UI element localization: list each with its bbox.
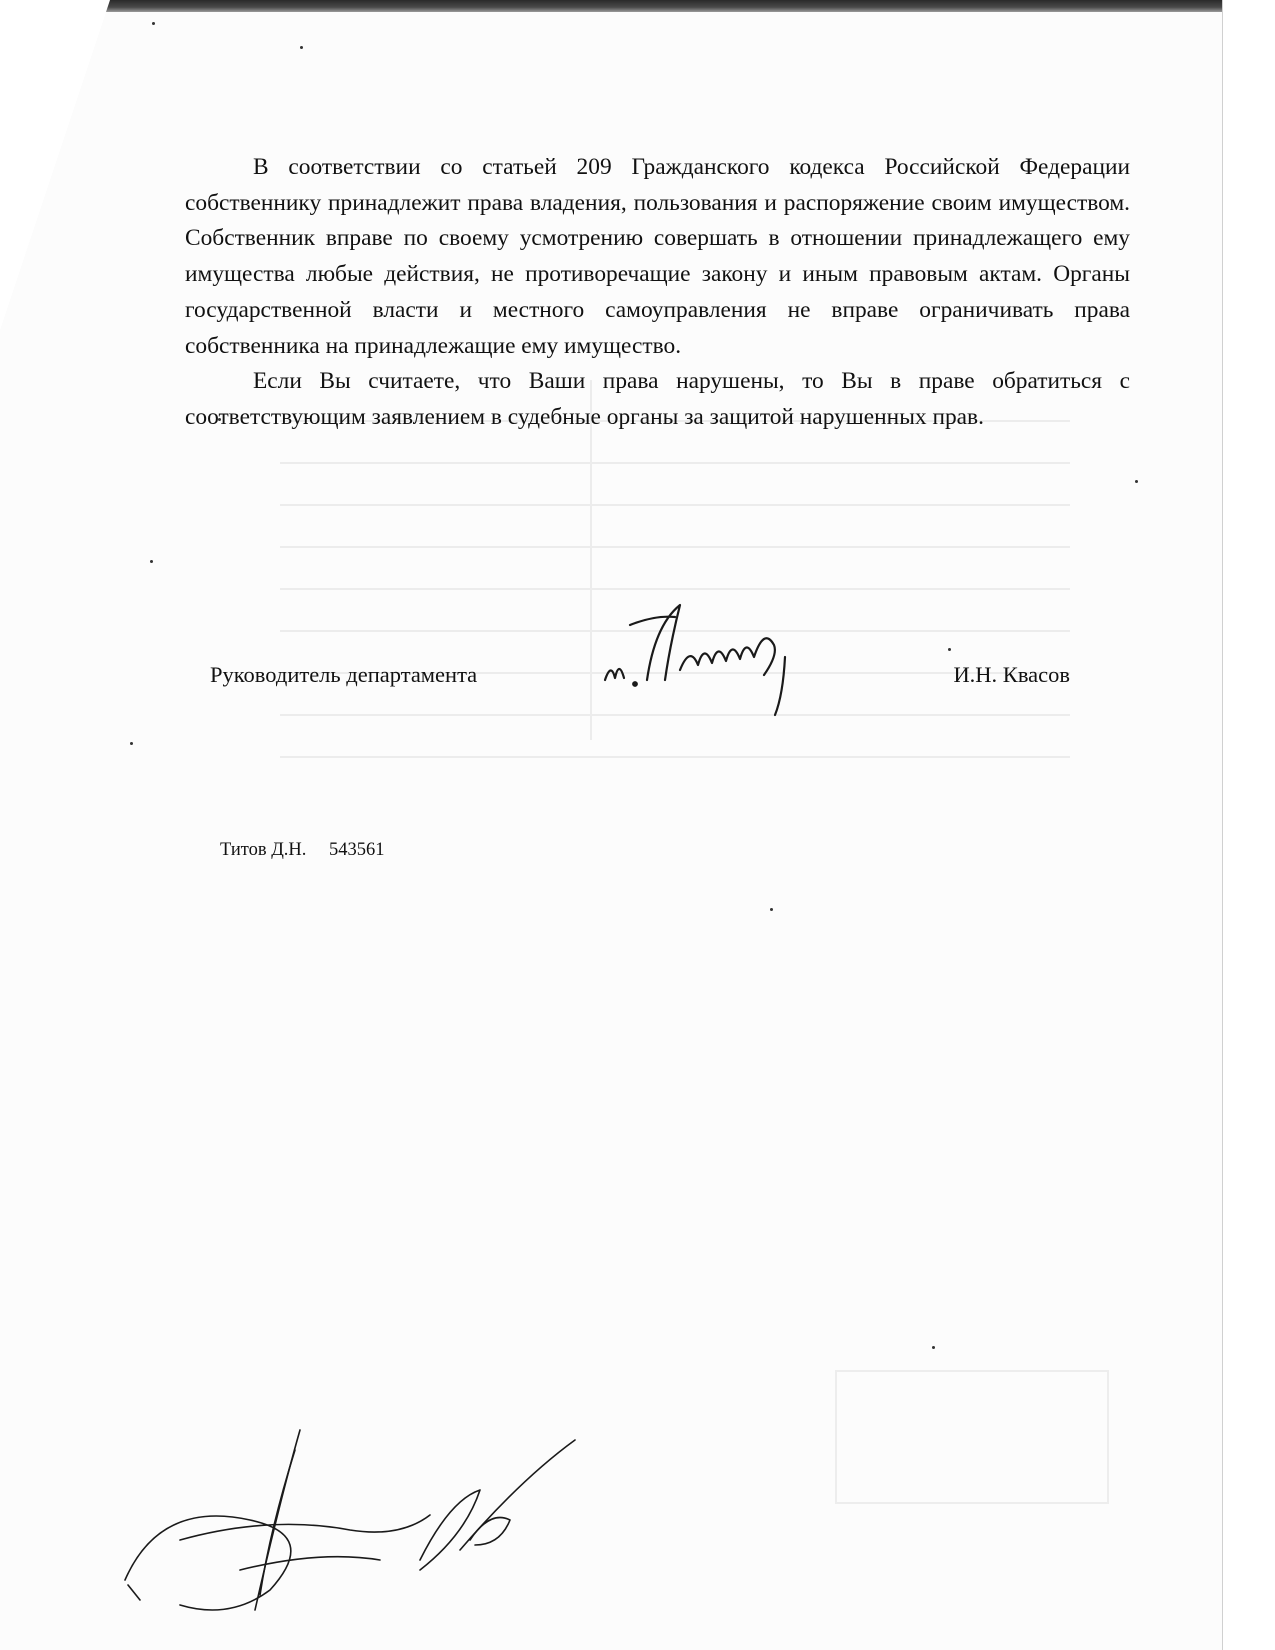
letter-paragraph-2: Если Вы считаете, что Ваши права нарушены, то Вы в праве обратиться с соответствующим заявлением в судебные органы за защитой нарушенных прав. <box>185 368 1130 430</box>
executor-name: Титов Д.Н. <box>220 840 307 860</box>
signer-position: Руководитель департамента <box>210 662 478 687</box>
bleed-through-stamp-box <box>835 1370 1109 1504</box>
executor-info <box>220 840 385 861</box>
executor-phone: 543561 <box>329 840 385 860</box>
bottom-handwritten-signature <box>120 1420 620 1620</box>
scan-right-edge <box>1222 0 1275 1650</box>
letter-paragraph-1: В соответствии со статьей 209 Гражданского кодекса Российской Федерации собственнику принадлежит права владения, пользования и распоряжение своим имуществом. Собственник вправе по своему усмотрению совершать в отношении принадлежащего ему имущества любые действия, не противоречащие закону и иным правовым актам. Органы государственной власти и местного самоуправления не вправе ограничивать права собственника на принадлежащие ему имущество. <box>185 154 1130 359</box>
scan-corner-fold <box>0 0 110 330</box>
letter-body <box>185 150 1130 436</box>
signature-block <box>210 662 1070 702</box>
signer-name: И.Н. Квасов <box>953 662 1070 687</box>
handwritten-signature <box>585 585 845 725</box>
scan-top-edge <box>38 0 1223 12</box>
